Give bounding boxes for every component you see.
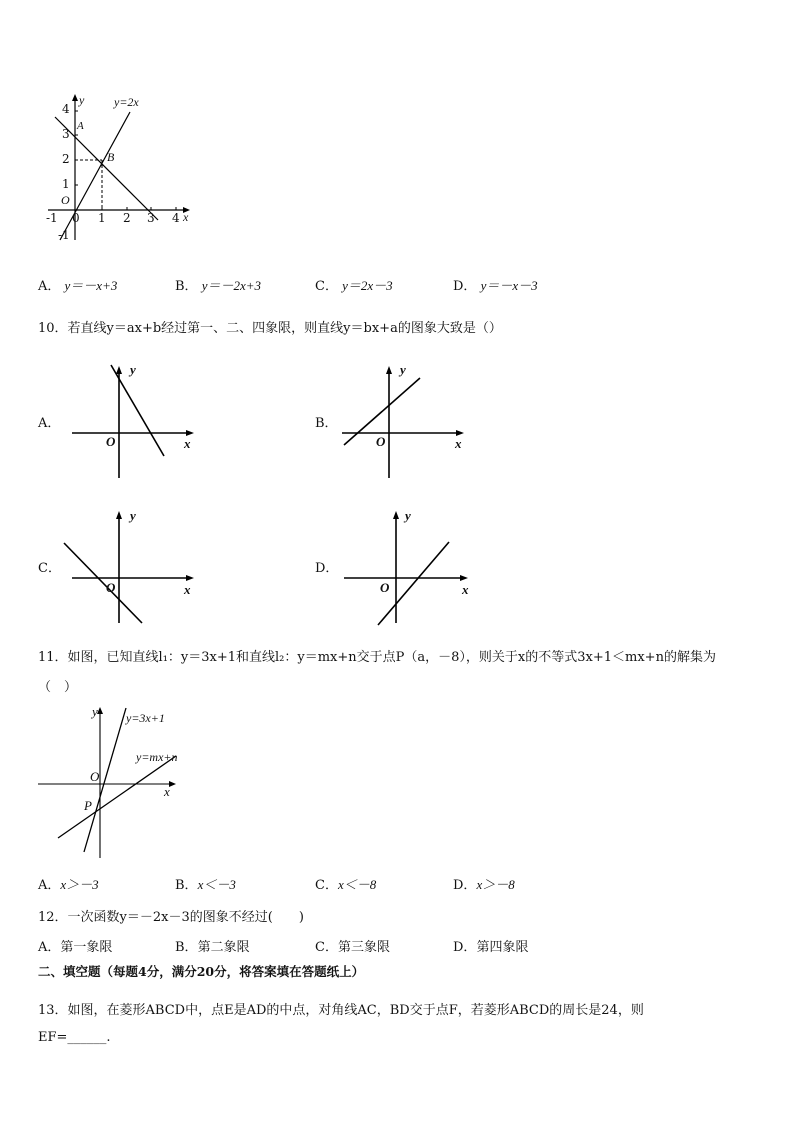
q10-graph-a [68, 360, 198, 482]
q9-option-b-text: y＝－2x+3 [201, 278, 262, 293]
q12-option-a-text: 第一象限 [60, 940, 113, 955]
q9-option-d-text: y＝－x－3 [480, 278, 538, 293]
q9-xtick-4: 4 [172, 211, 180, 225]
q12-option-b-letter: B． [175, 940, 198, 955]
q11-option-b-text: x＜－3 [197, 877, 236, 892]
q11-option-a-letter: A． [38, 878, 61, 893]
q11-option-b-letter: B． [175, 878, 198, 893]
q10-option-b-letter[interactable]: B． [315, 416, 338, 431]
q9-xtick-1: 1 [98, 211, 106, 225]
q11-option-a-text: x＞－3 [60, 877, 99, 892]
q10-c-label-y: y [130, 508, 136, 523]
q9-ytick-3: 3 [62, 127, 70, 141]
q10-a-label-o: O [106, 434, 116, 449]
q12-option-a-letter: A． [38, 940, 61, 955]
q12-option-d[interactable] [453, 936, 528, 955]
q11-label-p: P [84, 798, 92, 813]
q9-label-x: x [183, 210, 189, 224]
q11-option-c-text: x＜－8 [337, 877, 377, 892]
q10-option-a-letter[interactable]: A． [38, 416, 61, 431]
q9-option-c-letter: C． [315, 279, 338, 294]
q11-label-x: x [164, 784, 170, 799]
q9-option-c-text: y＝2x－3 [342, 278, 393, 293]
q9-option-a-text: y＝－x+3 [64, 278, 118, 293]
q10-graph-c [58, 505, 198, 627]
q11-label-o: O [90, 769, 100, 784]
q10-d-label-y: y [405, 508, 411, 523]
q10-c-line [64, 543, 142, 623]
q10-option-d-letter[interactable]: D． [315, 561, 339, 576]
q11-graph [36, 702, 192, 862]
q9-option-c[interactable] [315, 275, 393, 294]
q11-stem-line1: 11．如图，已知直线l₁：y＝3x+1和直线l₂：y＝mx+n交于点P（a，－8），则关于x的不等式3x+1＜mx+n的解集为 [38, 650, 716, 665]
q11-line-mxn [58, 756, 176, 838]
q10-stem: 10．若直线y＝ax+b经过第一、二、四象限，则直线y＝bx+a的图象大致是（） [38, 321, 502, 336]
q9-xtick-0: 0 [72, 211, 80, 225]
q12-stem: 12．一次函数y＝－2x－3的图象不经过( ) [38, 910, 304, 925]
q10-option-c-letter[interactable]: C． [38, 561, 61, 576]
q12-option-c[interactable] [315, 936, 390, 955]
q11-label-y: y [92, 704, 98, 719]
q9-label-b: B [107, 150, 115, 164]
q10-a-label-x: x [184, 436, 191, 451]
q12-option-a[interactable] [38, 936, 112, 955]
q12-option-b[interactable] [175, 936, 250, 955]
q10-d-label-o: O [380, 580, 390, 595]
q10-c-label-x: x [184, 582, 191, 597]
q11-option-b[interactable] [175, 874, 236, 893]
q12-option-d-text: 第四象限 [476, 940, 529, 955]
q12-option-c-letter: C． [315, 940, 338, 955]
q10-d-label-x: x [462, 582, 469, 597]
q9-ytick-2: 2 [62, 152, 70, 166]
q9-label-a: A [77, 120, 84, 132]
q10-b-label-o: O [376, 434, 386, 449]
q10-b-label-y: y [400, 362, 406, 377]
q9-option-d-letter: D． [453, 279, 477, 294]
q10-graph-b [338, 360, 468, 482]
q9-ytick-1: 1 [62, 177, 70, 191]
q9-y-arrow [72, 94, 78, 101]
q9-option-b[interactable] [175, 275, 261, 294]
q9-option-a[interactable] [38, 275, 117, 294]
q9-xtick-2: 2 [123, 211, 131, 225]
q11-option-c[interactable] [315, 874, 376, 893]
q9-line-ab [55, 117, 158, 220]
q11-label-l1: y=3x+1 [126, 711, 165, 725]
q11-option-d[interactable] [453, 874, 515, 893]
q11-option-d-letter: D． [453, 878, 477, 893]
q12-option-b-text: 第二象限 [197, 940, 250, 955]
q9-label-y: y [79, 93, 85, 107]
q11-stem-line2: （ ） [38, 680, 78, 695]
q9-label-o: O [61, 193, 70, 207]
q10-c-label-o: O [106, 580, 116, 595]
q11-option-d-text: x＞－8 [476, 877, 515, 892]
q12-option-d-letter: D． [453, 940, 477, 955]
q9-option-b-letter: B． [175, 279, 198, 294]
q10-b-label-x: x [455, 436, 462, 451]
q9-ytick-m1: -1 [58, 228, 70, 242]
q11-option-c-letter: C． [315, 878, 338, 893]
section-title-fill-in: 二、填空题（每题4分，满分20分，将答案填在答题纸上） [38, 964, 365, 979]
q9-option-a-letter: A． [38, 279, 61, 294]
q11-option-a[interactable] [38, 874, 99, 893]
q11-label-l2: y=mx+n [136, 750, 178, 764]
q12-option-c-text: 第三象限 [337, 940, 390, 955]
q9-ytick-4: 4 [62, 102, 70, 116]
q9-line-2x [60, 112, 130, 240]
q9-label-y2x: y=2x [114, 95, 139, 109]
q13-line2: EF=______. [38, 1030, 111, 1045]
q13-line1: 13．如图，在菱形ABCD中，点E是AD的中点，对角线AC，BD交于点F，若菱形ABCD的周长是24，则 [38, 1003, 644, 1018]
q9-option-d[interactable] [453, 275, 538, 294]
q10-a-label-y: y [130, 362, 136, 377]
q9-xtick-m1: -1 [46, 211, 58, 225]
q9-xtick-3: 3 [147, 211, 155, 225]
